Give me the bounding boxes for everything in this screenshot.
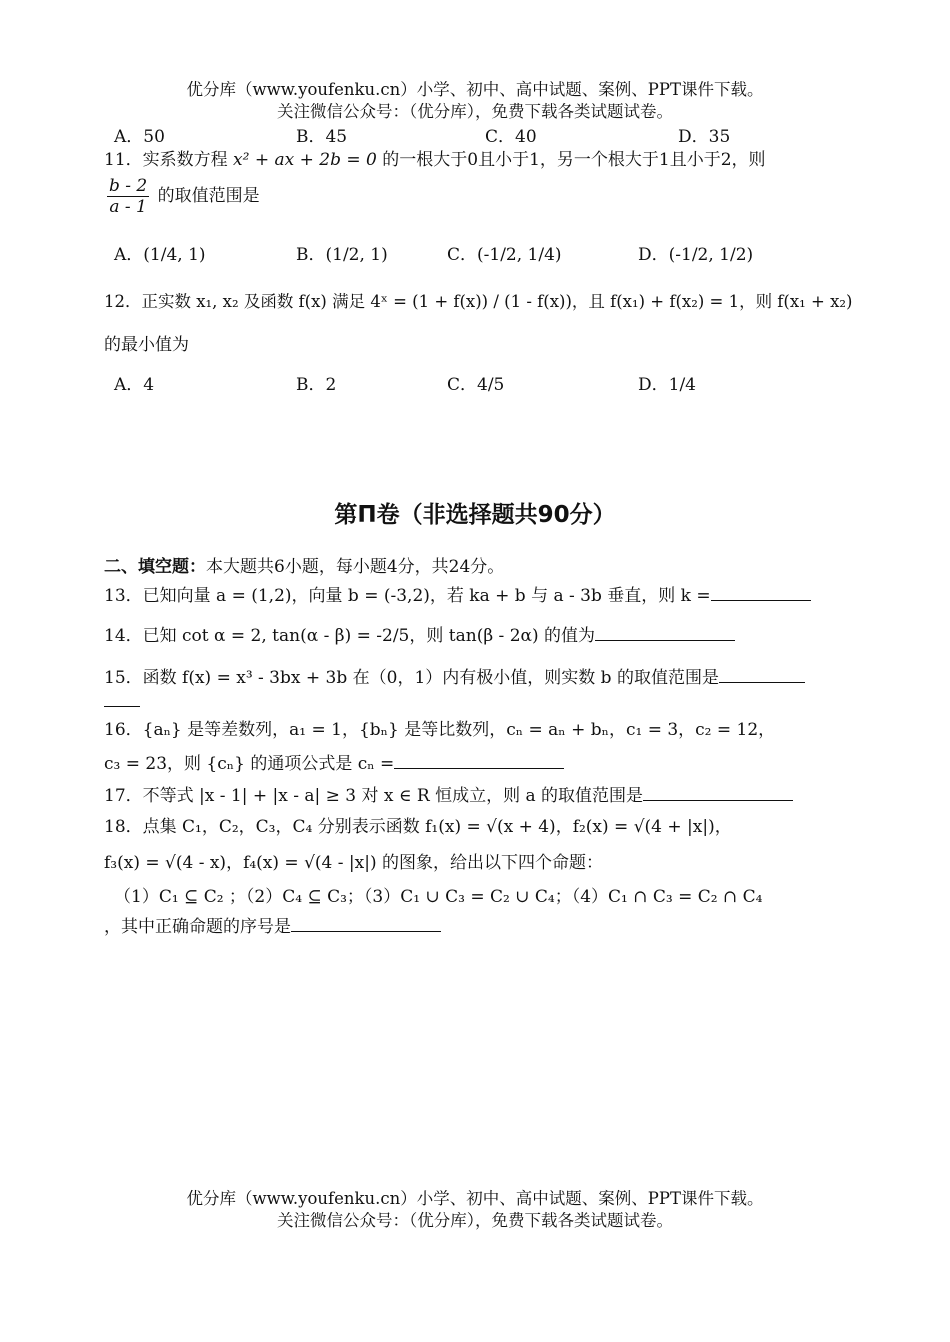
q18-answer-blank[interactable] [291,913,441,932]
q12-option-b: B．2 [296,375,337,395]
q11-prefix: 11．实系数方程 [104,150,228,170]
q11-option-b: B．(1/2, 1) [296,245,388,265]
header-line-1: 优分库（www.youfenku.cn）小学、初中、高中试题、案例、PPT课件下载。 [186,80,764,99]
q11-equation: x² + ax + 2b = 0 [233,150,377,170]
q10-option-b: B．45 [296,127,348,147]
fill-heading-label: 二、填空题： [104,557,206,577]
header-line-2: 关注微信公众号：（优分库），免费下载各类试题试卷。 [277,102,673,121]
q15: 15．函数 f(x) = x³ - 3bx + 3b 在（0，1）内有极小值，则实数 b 的取值范围是 [104,664,805,690]
q11-option-a: A．(1/4, 1) [114,245,206,265]
q18-line-4: ，其中正确命题的序号是 [104,913,441,939]
q15-answer-blank-continued [104,688,140,712]
fill-heading [104,555,504,579]
q10-option-c: C．40 [485,127,537,147]
q18-line-2: f₃(x) = √(4 - x)，f₄(x) = √(4 - |x|) 的图象，给出以下四个命题： [104,853,603,873]
q16-line-1: 16．{aₙ} 是等差数列，a₁ = 1，{bₙ} 是等比数列，cₙ = aₙ + bₙ，c₁ = 3，c₂ = 12， [104,720,776,740]
q15-answer-blank[interactable] [719,664,805,683]
q11-fraction-denominator: a - 1 [109,197,147,217]
q18-line-3: （1）C₁ ⊆ C₂ ；（2）C₄ ⊆ C₃；（3）C₁ ∪ C₃ = C₂ ∪ C₄；（4）C₁ ∩ C₃ = C₂ ∩ C₄ [114,887,763,907]
q13: 13．已知向量 a = (1,2)，向量 b = (-3,2)，若 ka + b 与 a - 3b 垂直，则 k = [104,582,811,608]
footer-line-2: 关注微信公众号：（优分库），免费下载各类试题试卷。 [277,1211,673,1230]
q11-stem [104,148,766,172]
section-title: 第Π卷（非选择题共90分） [334,502,616,528]
q11-fraction-line [104,176,260,217]
q17: 17．不等式 |x - 1| + |x - a| ≥ 3 对 x ∈ R 恒成立，则 a 的取值范围是 [104,782,793,808]
q13-answer-blank[interactable] [711,582,811,601]
q11-fraction [107,176,149,217]
q14-answer-blank[interactable] [595,622,735,641]
q17-answer-blank[interactable] [643,782,793,801]
q16-line-2: c₃ = 23，则 {cₙ} 的通项公式是 cₙ = [104,750,564,776]
q11-option-c: C．(-1/2, 1/4) [447,245,562,265]
q12-tail: 的最小值为 [104,335,189,355]
q12-option-d: D．1/4 [638,375,696,395]
q10-option-d: D．35 [678,127,731,147]
q12-stem: 12．正实数 x₁, x₂ 及函数 f(x) 满足 4ˣ = (1 + f(x)) / (1 - f(x))，且 f(x₁) + f(x₂) = 1，则 f(x₁ + x₂) [104,292,853,311]
q11-fraction-numerator: b - 2 [109,176,148,196]
q11-option-d: D．(-1/2, 1/2) [638,245,754,265]
q16-answer-blank[interactable] [394,750,564,769]
fill-heading-rest: 本大题共6小题，每小题4分，共24分。 [206,557,505,577]
q12-option-c: C．4/5 [447,375,505,395]
footer-line-1: 优分库（www.youfenku.cn）小学、初中、高中试题、案例、PPT课件下载。 [186,1189,764,1208]
q14: 14．已知 cot α = 2, tan(α - β) = -2/5，则 tan(β - 2α) 的值为 [104,622,735,648]
q10-option-a: A．50 [114,127,165,147]
q11-suffix: 的一根大于0且小于1，另一个根大于1且小于2，则 [382,150,766,170]
q11-tail: 的取值范围是 [157,186,260,206]
q12-option-a: A．4 [114,375,155,395]
q18-line-1: 18．点集 C₁，C₂，C₃，C₄ 分别表示函数 f₁(x) = √(x + 4)，f₂(x) = √(4 + |x|)， [104,817,732,837]
